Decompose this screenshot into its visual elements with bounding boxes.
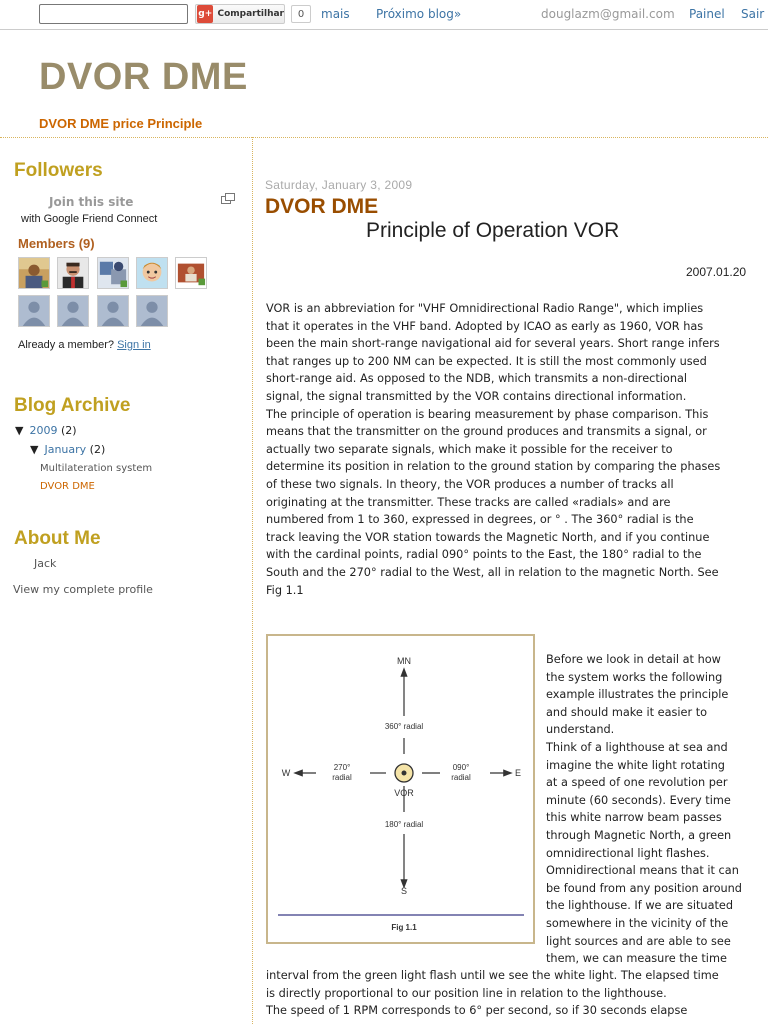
label-270: 270° [333,763,351,772]
archive-year-count: (2) [60,424,77,437]
text-line: light sources and are able to see [546,934,731,948]
dashboard-link[interactable]: Painel [689,7,725,21]
vor-station-icon [395,764,413,782]
label-s: S [400,886,408,896]
text-line: been the main short-range navigational aid for several years. Short range infers [266,337,720,351]
header-divider [0,137,768,138]
share-count: 0 [291,5,311,23]
label-270-radial: radial [332,773,352,782]
text-line: track leaving the VOR station towards the Magnetic North, and if you continue [266,530,710,544]
vor-radial-diagram [268,636,533,942]
archive-post-link[interactable]: Multilateration system [40,463,153,474]
share-label: Compartilhar [217,9,284,19]
popout-icon[interactable] [221,193,235,205]
about-me-heading: About Me [14,528,101,549]
text-line: Fig 1.1 [266,583,304,597]
text-line: South and the 270° radial to the West, all in relation to the magnetic North. See [266,565,719,579]
members-heading: Members (9) [18,236,95,251]
blog-archive-heading: Blog Archive [14,395,131,416]
column-divider [252,137,253,1024]
member-avatar-default[interactable] [57,295,89,327]
member-avatar[interactable] [97,257,129,289]
archive-month-link[interactable]: January [44,443,87,456]
text-line: means that the transmitter on the ground produces and transmits a signal, or [266,425,707,439]
text-line: the lighthouse. If we are situated [546,899,734,913]
sign-in-link[interactable]: Sign in [117,339,151,351]
text-line: understand. [546,723,615,737]
label-w: W [281,768,291,778]
post-paragraph [266,300,720,599]
gfc-label: with Google Friend Connect [21,213,158,225]
post-subtitle: Principle of Operation VOR [366,219,620,242]
member-avatar[interactable] [18,257,50,289]
text-line: imagine the white light rotating [546,758,725,772]
expand-triangle-icon[interactable]: ▼ [15,424,24,437]
text-line: determine its position in relation to the ground station by comparing the phases [266,460,721,474]
label-090: 090° [452,763,470,772]
text-line: at a speed of one revolution per [546,776,728,790]
label-360-radial: 360° radial [384,722,424,731]
archive-month [30,443,105,456]
text-line: short-range aid. As opposed to the NDB, which transmits a non-directional [266,372,688,386]
post-bottom-paragraph [266,967,719,1020]
post-title[interactable]: DVOR DME [265,195,379,218]
archive-month-count: (2) [89,443,106,456]
text-line: be found from any position around [546,881,742,895]
blogger-navbar [0,0,768,30]
text-line: VOR is an abbreviation for "VHF Omnidirectional Radio Range", which implies [266,302,704,315]
archive-post-link-current[interactable]: DVOR DME [40,481,95,492]
text-line: Omnidirectional means that it can [546,864,739,878]
member-avatar-default[interactable] [136,295,168,327]
post-version-date: 2007.01.20 [686,265,747,279]
expand-triangle-icon[interactable]: ▼ [30,443,39,456]
google-plus-icon: g+ [197,5,213,23]
next-blog-link[interactable]: Próximo blog» [376,7,462,21]
text-line: minute (60 seconds). Every time [546,793,731,807]
text-line: them, we can measure the time [546,952,727,966]
sign-out-link[interactable]: Sair [741,7,765,21]
text-line: the system works the following [546,670,723,684]
text-line: interval from the green light flash until we see the white light. The elapsed time [266,969,719,982]
member-avatar-default[interactable] [18,295,50,327]
already-member-text [18,339,151,351]
label-mn: MN [397,656,411,666]
text-line: through Magnetic North, a green [546,828,732,842]
member-avatar-default[interactable] [97,295,129,327]
join-site-button[interactable]: Join this site [49,195,134,209]
text-line: actually two separate signals, which make it possible for the receiver to [266,442,673,456]
share-button[interactable] [195,4,285,24]
text-line: Before we look in detail at how [546,653,721,666]
text-line: example illustrates the principle [546,688,729,702]
post-side-paragraph [546,651,742,968]
member-avatar[interactable] [57,257,89,289]
archive-year-link[interactable]: 2009 [29,424,58,437]
text-line: The speed of 1 RPM corresponds to 6° per second, so if 30 seconds elapse [266,1004,688,1018]
text-line: signal, the signal transmitted by the VOR contains directional information. [266,389,687,403]
label-vor: VOR [394,788,414,798]
member-avatar[interactable] [136,257,168,289]
text-line: that ranges up to 200 NM can be expected. It is still the most commonly used [266,354,707,368]
text-line: with the cardinal points, radial 090° points to the East, the 180° radial to the [266,548,702,562]
label-180-radial: 180° radial [384,820,424,829]
author-name[interactable]: Jack [34,557,57,570]
already-member-label: Already a member? [18,339,114,351]
view-profile-link[interactable]: View my complete profile [13,583,153,596]
blog-title[interactable]: DVOR DME [39,56,248,98]
text-line: is directly proportional to our position line in relation to the lighthouse. [266,986,667,1000]
followers-heading: Followers [14,160,103,181]
figure-caption: Fig 1.1 [391,923,417,932]
text-line: omnidirectional light flashes. [546,846,710,860]
label-e: E [514,768,522,778]
text-line: Think of a lighthouse at sea and [546,740,728,754]
text-line: this white narrow beam passes [546,811,722,825]
member-avatar[interactable] [175,257,207,289]
figure-vor-radials [266,634,535,944]
post-date: Saturday, January 3, 2009 [265,178,413,192]
text-line: The principle of operation is bearing measurement by phase comparison. This [266,407,709,421]
text-line: of these two signals. In theory, the VOR produces a number of tracks all [266,477,674,491]
search-input[interactable] [39,4,188,24]
more-link[interactable]: mais [321,7,350,21]
user-email: douglazm@gmail.com [541,7,675,21]
archive-year [15,424,77,437]
text-line: numbered from 1 to 360, expressed in degrees, or ° . The 360° radial is the [266,513,694,527]
text-line: somewhere in the vicinity of the [546,916,729,930]
text-line: and should make it easier to [546,705,708,719]
label-090-radial: radial [451,773,471,782]
text-line: originating at the transmitter. These tracks are called «radials» and are [266,495,671,509]
text-line: that it operates in the VHF band. Adopted by ICAO as early as 1960, VOR has [266,319,704,333]
blog-description: DVOR DME price Principle [39,116,203,131]
